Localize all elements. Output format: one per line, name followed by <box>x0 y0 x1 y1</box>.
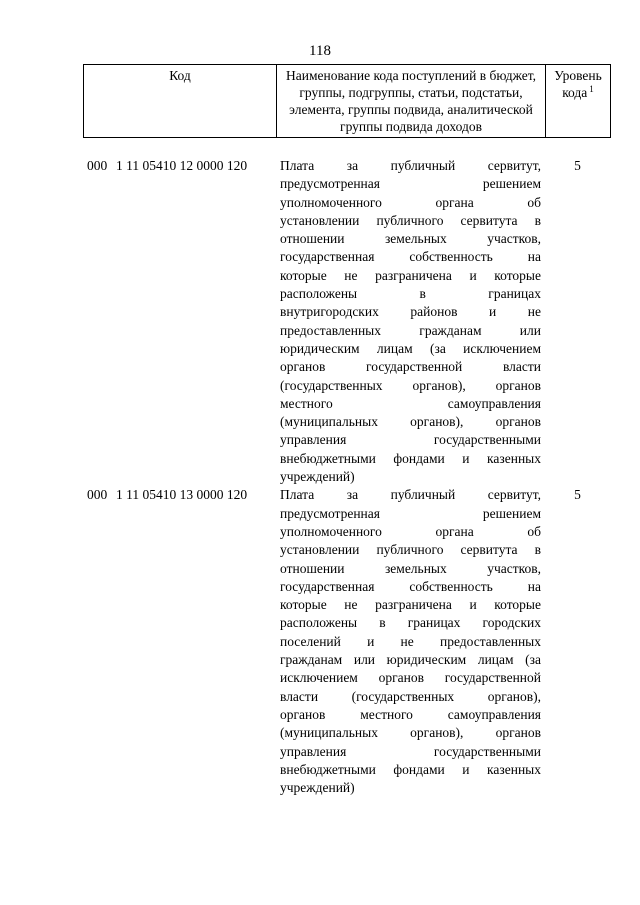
description-line: Плата за публичный сервитут, <box>280 487 541 503</box>
row-level: 5 <box>574 158 581 173</box>
description-line: исключением органов государственной <box>280 670 541 686</box>
description-line: установлении публичного сервитута в <box>280 542 541 558</box>
table-header <box>83 64 611 138</box>
description-line: власти (государственных органов), <box>280 688 541 704</box>
description-line: органов государственной власти <box>280 359 541 375</box>
header-name: Наименование кода поступлений в бюджет, группы, подгруппы, статьи, подстатьи, элемента, группы подвида, аналитической группы подвида доходов <box>277 65 546 138</box>
description-line: гражданам или юридическим лицам (за <box>280 652 541 668</box>
description-line: поселений и не предоставленных <box>280 633 541 649</box>
description-line: местного самоуправления <box>280 395 541 411</box>
row-admin-code: 000 <box>87 487 108 503</box>
description-line: внебюджетными фондами и казенных <box>280 450 541 466</box>
header-code: Код <box>84 65 277 138</box>
row-description <box>276 486 545 797</box>
description-line: (муниципальных органов), органов <box>280 414 541 430</box>
description-line: которые не разграничена и которые <box>280 597 541 613</box>
description-line: учреждений) <box>280 469 355 485</box>
description-line: предоставленных гражданам или <box>280 322 541 338</box>
description-line: расположены в границах <box>280 286 541 302</box>
table-row <box>83 486 610 797</box>
row-income-code: 1 11 05410 13 0000 120 <box>116 487 248 503</box>
description-line: Плата за публичный сервитут, <box>280 158 541 173</box>
description-line: уполномоченного органа об <box>280 523 541 539</box>
description-line: отношении земельных участков, <box>280 231 541 247</box>
description-line: отношении земельных участков, <box>280 560 541 576</box>
description-line: (муниципальных органов), органов <box>280 725 541 741</box>
description-line: расположены в границах городских <box>280 615 541 631</box>
description-line: учреждений) <box>280 780 355 796</box>
description-line: предусмотренная решением <box>280 505 541 521</box>
description-line: предусмотренная решением <box>280 176 541 192</box>
table-row <box>83 157 610 486</box>
description-line: органов местного самоуправления <box>280 706 541 722</box>
header-level-footnote: 1 <box>589 84 594 94</box>
description-line: внебюджетными фондами и казенных <box>280 761 541 777</box>
row-income-code: 1 11 05410 12 0000 120 <box>116 158 248 173</box>
description-line: (государственных органов), органов <box>280 377 541 393</box>
row-admin-code: 000 <box>87 158 108 173</box>
description-line: внутригородских районов и не <box>280 304 541 320</box>
page-number: 118 <box>309 43 331 59</box>
row-description <box>276 157 545 486</box>
description-line: установлении публичного сервитута в <box>280 212 541 228</box>
table-body <box>83 157 610 797</box>
description-line: которые не разграничена и которые <box>280 267 541 283</box>
description-line: управления государственными <box>280 432 541 448</box>
description-line: управления государственными <box>280 743 541 759</box>
description-line: государственная собственность на <box>280 249 541 265</box>
row-level: 5 <box>574 487 581 503</box>
description-line: уполномоченного органа об <box>280 194 541 210</box>
description-line: юридическим лицам (за исключением <box>280 340 541 356</box>
description-line: государственная собственность на <box>280 578 541 594</box>
header-level <box>546 65 611 138</box>
header-level-label: Уровень кода <box>554 68 602 100</box>
